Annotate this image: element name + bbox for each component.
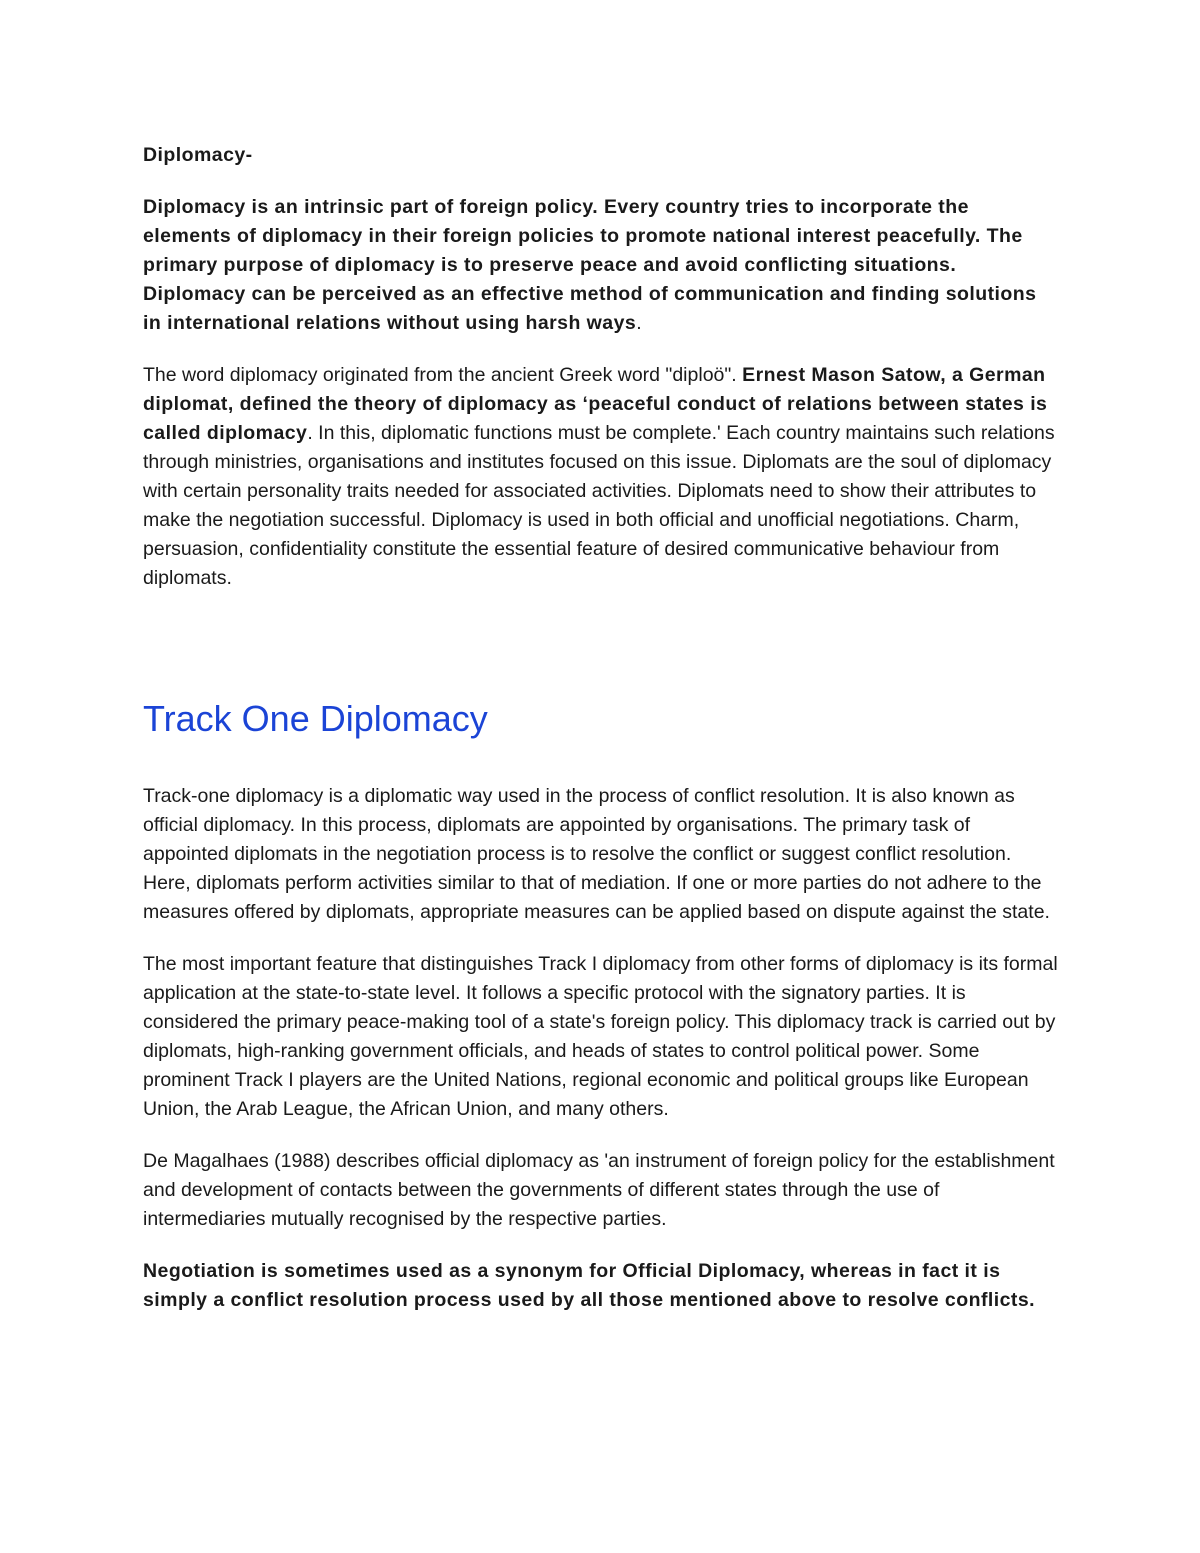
magalhaes-paragraph: De Magalhaes (1988) describes official diplomacy as 'an instrument of foreign policy for the establishment and development of contacts between the governments of different states through the use of intermediaries mutually recognised by the respective parties. xyxy=(143,1150,1055,1230)
intro-bold-text: Diplomacy is an intrinsic part of foreign policy. Every country tries to incorporate the elements of diplomacy in their foreign policies to promote national interest peacefully. The primary purpose of diplomacy is to preserve peace and avoid conflicting situations. Diplomacy can be perceived as an effective method of communication and finding solutions in international relations without using harsh ways xyxy=(143,196,1037,334)
origin-paragraph xyxy=(143,361,1060,593)
intro-end: . xyxy=(636,312,642,334)
origin-bold-text: Ernest Mason Satow, a German diplomat, defined the theory of diplomacy as ‘peaceful conduct of relations between states is called diplomacy xyxy=(143,364,1048,444)
origin-text-start: The word diplomacy originated from the ancient Greek word "diploö". xyxy=(143,364,743,386)
track-one-paragraph: Track-one diplomacy is a diplomatic way used in the process of conflict resolution. It is also known as official diplomacy. In this process, diplomats are appointed by organisations. The primary task of appointed diplomats in the negotiation process is to resolve the conflict or suggest conflict resolution. Here, diplomats perform activities similar to that of mediation. If one or more parties do not adhere to the measures offered by diplomats, appropriate measures can be applied based on dispute against the state. xyxy=(143,785,1050,923)
negotiation-paragraph: Negotiation is sometimes used as a synonym for Official Diplomacy, whereas in fact it is simply a conflict resolution process used by all those mentioned above to resolve conflicts. xyxy=(143,1260,1036,1311)
origin-text-end: . In this, diplomatic functions must be complete.' Each country maintains such relations through ministries, organisations and institutes focused on this issue. Diplomats are the soul of diplomacy with certain personality traits needed for associated activities. Diplomats need to show their attributes to make the negotiation successful. Diplomacy is used in both official and unofficial negotiations. Charm, persuasion, confidentiality constitute the essential feature of desired communicative behaviour from diplomats. xyxy=(143,422,1055,589)
feature-paragraph: The most important feature that distinguishes Track I diplomacy from other forms of diplomacy is its formal application at the state-to-state level. It follows a specific protocol with the signatory parties. It is considered the primary peace-making tool of a state's foreign policy. This diplomacy track is carried out by diplomats, high-ranking government officials, and heads of states to control political power. Some prominent Track I players are the United Nations, regional economic and political groups like European Union, the Arab League, the African Union, and many others. xyxy=(143,953,1058,1120)
section-label: Diplomacy- xyxy=(143,144,253,166)
track-one-heading: Track One Diplomacy xyxy=(143,698,488,739)
intro-paragraph xyxy=(143,193,1060,338)
